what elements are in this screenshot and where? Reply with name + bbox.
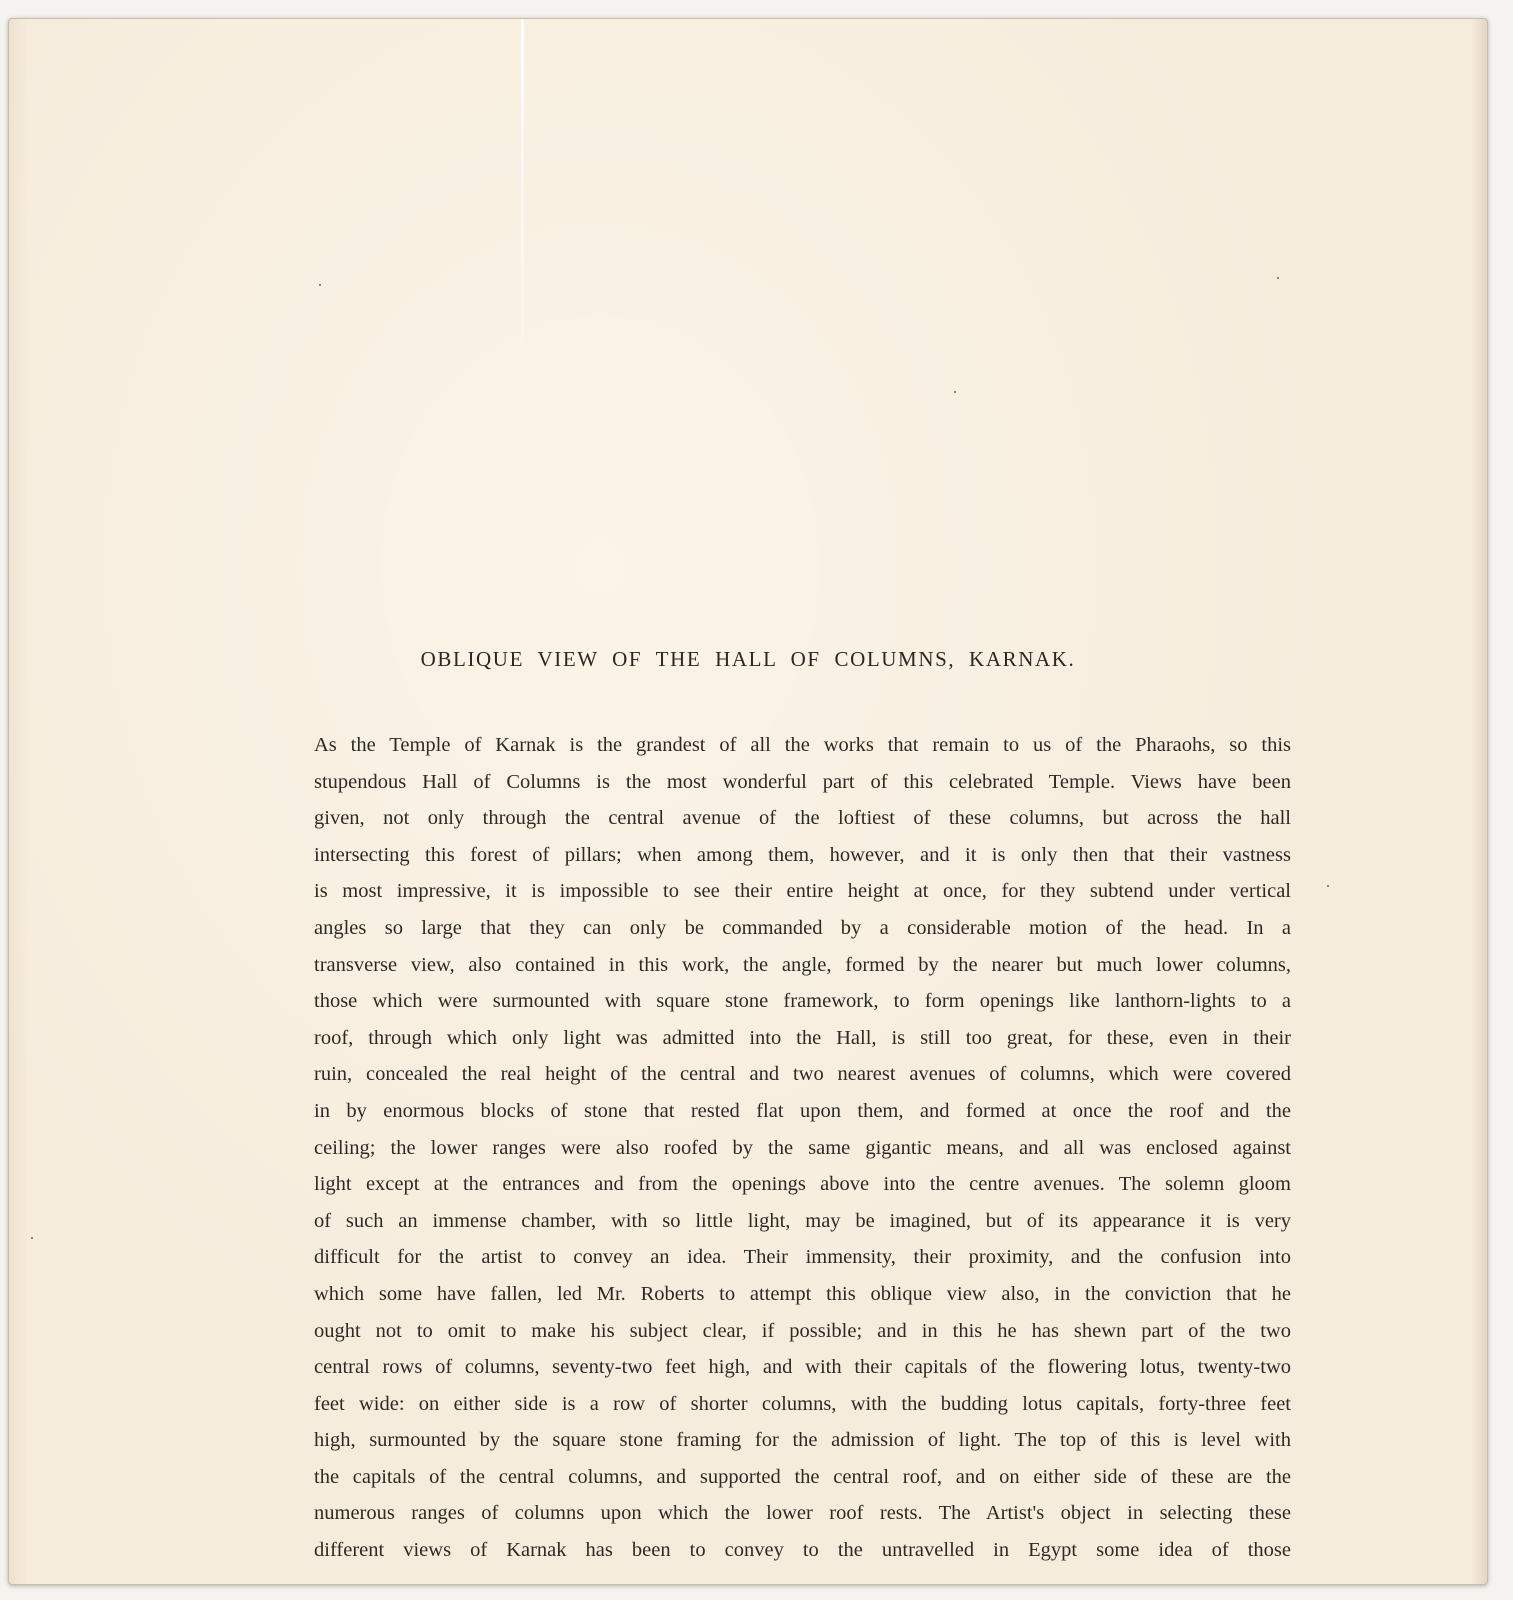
text-line: feet wide: on either side is a row of shorter columns, with the budding lotus capitals, forty-three feet (314, 1392, 1291, 1415)
text-line: different views of Karnak has been to convey to the untravelled in Egypt some idea of those (314, 1539, 1291, 1562)
text-line: roof, through which only light was admitted into the Hall, is still too great, for these, even in their (314, 1026, 1291, 1049)
text-line: high, surmounted by the square stone framing for the admission of light. The top of this is level with (314, 1429, 1291, 1452)
text-line: ought not to omit to make his subject clear, if possible; and in this he has shewn part of the two (314, 1319, 1291, 1342)
text-line: light except at the entrances and from the openings above into the centre avenues. The solemn gloom (314, 1173, 1291, 1196)
paper-speck (31, 1237, 33, 1239)
paper-speck (954, 391, 956, 393)
text-line: angles so large that they can only be commanded by a considerable motion of the head. In a (314, 916, 1291, 939)
text-line: transverse view, also contained in this work, the angle, formed by the nearer but much lower columns, (314, 953, 1291, 976)
text-line: which some have fallen, led Mr. Roberts to attempt this oblique view also, in the conviction that he (314, 1282, 1291, 1305)
paper-crease (521, 19, 524, 379)
text-line: difficult for the artist to convey an idea. Their immensity, their proximity, and the confusion into (314, 1246, 1291, 1269)
paper-speck (1327, 885, 1329, 887)
text-line: is most impressive, it is impossible to see their entire height at once, for they subtend under vertical (314, 880, 1291, 903)
text-line: the capitals of the central columns, and supported the central roof, and on either side of these are the (314, 1465, 1291, 1488)
paper-speck (319, 284, 321, 286)
text-line: stupendous Hall of Columns is the most wonderful part of this celebrated Temple. Views have been (314, 770, 1291, 793)
text-line: given, not only through the central avenue of the loftiest of these columns, but across the hall (314, 807, 1291, 830)
text-line: ruin, concealed the real height of the central and two nearest avenues of columns, which were covered (314, 1063, 1291, 1086)
text-line: central rows of columns, seventy-two feet high, and with their capitals of the flowering lotus, twenty-two (314, 1356, 1291, 1379)
text-line: ceiling; the lower ranges were also roofed by the same gigantic means, and all was enclosed against (314, 1136, 1291, 1159)
body-paragraph (314, 727, 1291, 1569)
text-line: numerous ranges of columns upon which the lower roof rests. The Artist's object in selecting these (314, 1502, 1291, 1525)
text-line: of such an immense chamber, with so little light, may be imagined, but of its appearance it is very (314, 1209, 1291, 1232)
text-line: in by enormous blocks of stone that rested flat upon them, and formed at once the roof and the (314, 1099, 1291, 1122)
document-page (8, 18, 1488, 1585)
text-line: As the Temple of Karnak is the grandest of all the works that remain to us of the Pharaohs, so this (314, 734, 1291, 756)
paper-speck (1277, 277, 1279, 279)
text-line: those which were surmounted with square stone framework, to form openings like lanthorn-lights to a (314, 990, 1291, 1013)
page-title: OBLIQUE VIEW OF THE HALL OF COLUMNS, KARNAK. (420, 647, 1076, 671)
text-line: intersecting this forest of pillars; when among them, however, and it is only then that their vastness (314, 843, 1291, 866)
